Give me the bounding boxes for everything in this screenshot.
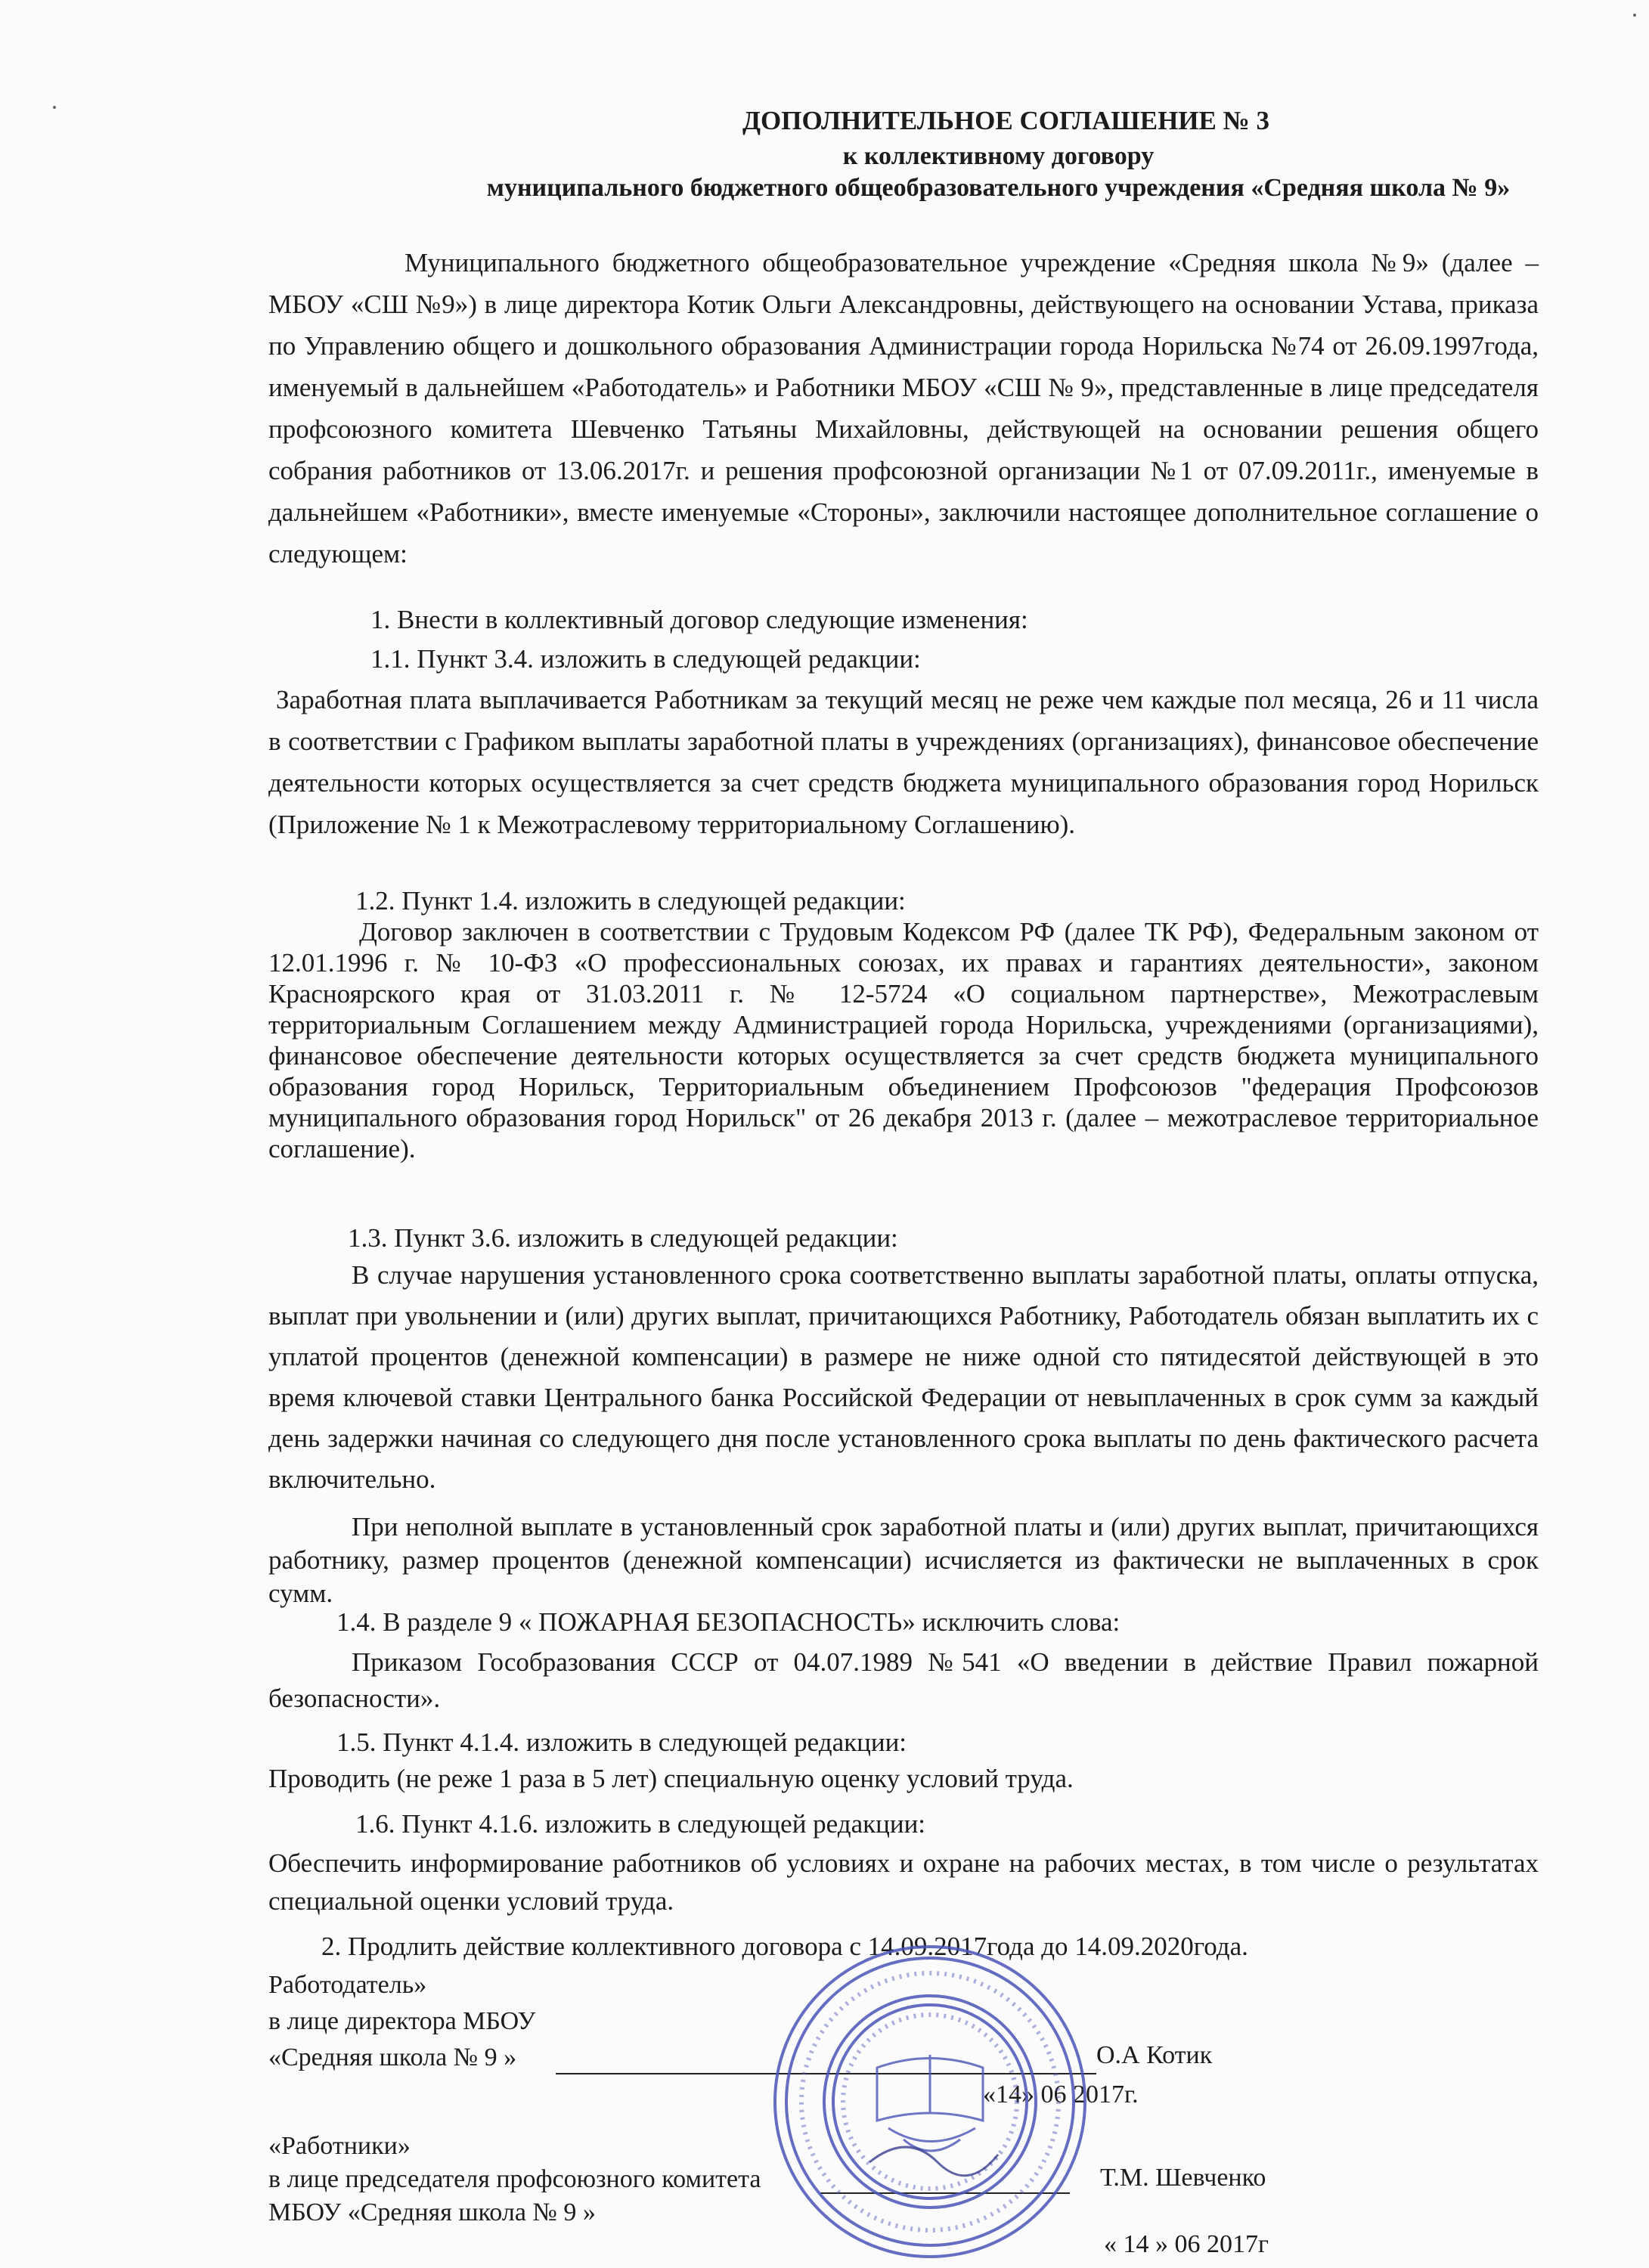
employer-date: «14» 06 2017г. (983, 2081, 1139, 2108)
workers-name: Т.М. Шевченко (1100, 2164, 1266, 2192)
item-1-1: 1.1. Пункт 3.4. изложить в следующей редакции: (370, 644, 921, 674)
item-1-2-text: Договор заключен в соответствии с Трудовым Кодексом РФ (далее ТК РФ), Федеральным законом от 12.01.1996 г. № 10-ФЗ «О профессиональных союзах, их правах и гарантиях деятельности», законом Красноярского края от 31.03.2011 г. № 12-5724 «О социальном партнерстве», Межотраслевым территориальным Соглашением между Администрацией города Норильска, учреждениями (организациями), финансовое обеспечение деятельности которых осуществляется за счет средств бюджета муниципального образования город Норильск, Территориальным объединением Профсоюзов "федерация Профсоюзов муниципального образования город Норильск" от 26 декабря 2013 г. (далее – межотраслевое территориальное соглашение). (268, 917, 1539, 1163)
employer-label: Работодатель» (268, 1971, 427, 1999)
workers-date: « 14 » 06 2017г (1104, 2230, 1269, 2258)
item-1-3-text-block (268, 1255, 1539, 1610)
preamble-block (268, 242, 1539, 575)
workers-org: МБОУ «Средняя школа № 9 » (268, 2198, 596, 2226)
workers-position: в лице председателя профсоюзного комитета (268, 2165, 761, 2193)
item-1-1-text: Заработная плата выплачивается Работникам за текущий месяц не реже чем каждые пол месяца, 26 и 11 числа в соответствии с Графиком выплаты заработной платы в учреждениях (организациях), финансовое обеспечение деятельности которых осуществляется за счет средств бюджета муниципального образования город Норильск (Приложение № 1 к Межотраслевому территориальному Соглашению). (268, 685, 1539, 839)
item-1: 1. Внести в коллективный договор следующие изменения: (370, 605, 1028, 634)
workers-label: «Работники» (268, 2132, 411, 2160)
scan-artifact (53, 106, 56, 109)
item-1-2: 1.2. Пункт 1.4. изложить в следующей редакции: (355, 886, 906, 916)
item-1-6-text-block (268, 1845, 1539, 1920)
preamble-paragraph: Муниципального бюджетного общеобразовательное учреждение «Средняя школа №9» (далее – МБОУ «СШ №9») в лице директора Котик Ольги Александровны, действующего на основании Устава, приказа по Управлению общего и дошкольного образования Администрации города Норильска №74 от 26.09.1997года, именуемый в дальнейшем «Работодатель» и Работники МБОУ «СШ № 9», представленные в лице председателя профсоюзного комитета Шевченко Татьяны Михайловны, действующей на основании решения общего собрания работников от 13.06.2017г. и решения профсоюзной организации №1 от 07.09.2011г., именуемые в дальнейшем «Работники», вместе именуемые «Стороны», заключили настоящее дополнительное соглашение о следующем: (268, 248, 1539, 569)
employer-org: «Средняя школа № 9 » (268, 2043, 517, 2071)
item-1-6: 1.6. Пункт 4.1.6. изложить в следующей редакции: (355, 1809, 926, 1839)
employer-position: в лице директора МБОУ (268, 2007, 536, 2035)
employer-name: О.А Котик (1096, 2041, 1213, 2069)
item-1-1-text-block (268, 679, 1539, 845)
document-title: ДОПОЛНИТЕЛЬНОЕ СОГЛАШЕНИЕ № 3 (742, 106, 1270, 135)
item-1-4-text: Приказом Гособразования СССР от 04.07.1989 №541 «О введении в действие Правил пожарной безопасности». (268, 1647, 1539, 1713)
item-1-2-text-block (268, 916, 1539, 1164)
item-1-6-text: Обеспечить информирование работников об условиях и охране на рабочих местах, в том числе о результатах специальной оценки условий труда. (268, 1848, 1539, 1916)
item-1-4-text-block (268, 1644, 1539, 1717)
organization-name: муниципального бюджетного общеобразовательного учреждения «Средняя школа № 9» (486, 174, 1511, 202)
item-2: 2. Продлить действие коллективного договора с 14.09.2017года до 14.09.2020года. (321, 1932, 1248, 1961)
item-1-5-text: Проводить (не реже 1 раза в 5 лет) специальную оценку условий труда. (268, 1764, 1074, 1793)
item-1-4: 1.4. В разделе 9 « ПОЖАРНАЯ БЕЗОПАСНОСТЬ» исключить слова: (336, 1607, 1121, 1637)
item-1-3-text-1: В случае нарушения установленного срока соответственно выплаты заработной платы, оплаты отпуска, выплат при увольнении и (или) других выплат, причитающихся Работнику, Работодатель обязан выплатить их с уплатой процентов (денежной компенсации) в размере не ниже одной сто пятидесятой действующей в это время ключевой ставки Центрального банка Российской Федерации от невыплаченных в срок сумм за каждый день задержки начиная со следующего дня после установленного срока выплаты по день фактического расчета включительно. (268, 1260, 1539, 1494)
item-1-5: 1.5. Пункт 4.1.4. изложить в следующей редакции: (336, 1727, 907, 1757)
item-1-3: 1.3. Пункт 3.6. изложить в следующей редакции: (348, 1223, 898, 1253)
item-1-3-text-2: При неполной выплате в установленный срок заработной платы и (или) других выплат, причитающихся работнику, размер процентов (денежной компенсации) исчисляется из фактически не выплаченных в срок сумм. (268, 1512, 1539, 1608)
official-stamp-icon (749, 1935, 1111, 2268)
document-subtitle: к коллективному договору (842, 142, 1155, 170)
scan-artifact (1633, 14, 1636, 17)
